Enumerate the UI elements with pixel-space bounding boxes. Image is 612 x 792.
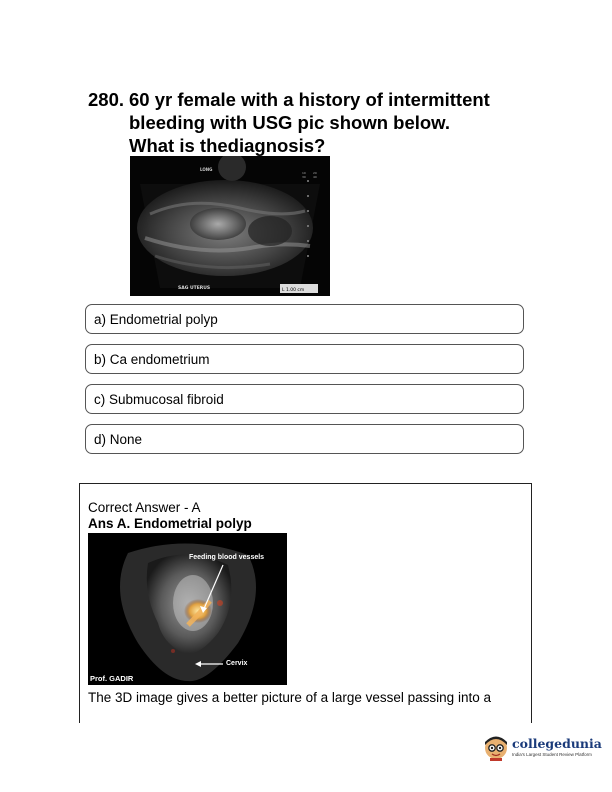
option-b[interactable]: b) Ca endometrium <box>85 344 524 374</box>
question-line-2: bleeding with USG pic shown below. <box>129 112 451 133</box>
svg-text:40: 40 <box>313 175 317 179</box>
svg-text:20: 20 <box>313 171 317 175</box>
brand-tagline: India's Largest Student Review Platform <box>512 752 592 757</box>
ultrasound-image <box>130 156 330 296</box>
option-c[interactable]: c) Submucosal fibroid <box>85 384 524 414</box>
usg-bottom-label: SAG UTERUS <box>178 286 211 291</box>
question-line-1: 60 yr female with a history of intermittent <box>129 89 490 110</box>
collegedunia-logo <box>482 733 602 763</box>
label-cervix: Cervix <box>226 660 248 667</box>
explanation-text: The 3D image gives a better picture of a large vessel passing into a <box>88 690 491 705</box>
question-number: 280. <box>88 89 125 110</box>
usg-top-label: LONG <box>200 167 213 172</box>
svg-text:10: 10 <box>302 171 306 175</box>
usg-scale-label: L 1.00 cm <box>282 288 305 293</box>
option-d[interactable]: d) None <box>85 424 524 454</box>
label-feeding-vessels: Feeding blood vessels <box>189 554 265 561</box>
3d-ultrasound-image <box>88 533 287 685</box>
correct-answer-line: Correct Answer - A <box>88 500 201 515</box>
question-line-3: What is thediagnosis? <box>129 135 326 156</box>
question-title <box>88 88 538 157</box>
mascot-icon <box>482 733 510 761</box>
image-credit: Prof. GADIR <box>90 674 134 683</box>
brand-name: collegedunia <box>512 736 602 751</box>
option-a[interactable]: a) Endometrial polyp <box>85 304 524 334</box>
answer-title: Ans A. Endometrial polyp <box>88 516 252 531</box>
svg-text:30: 30 <box>302 175 306 179</box>
